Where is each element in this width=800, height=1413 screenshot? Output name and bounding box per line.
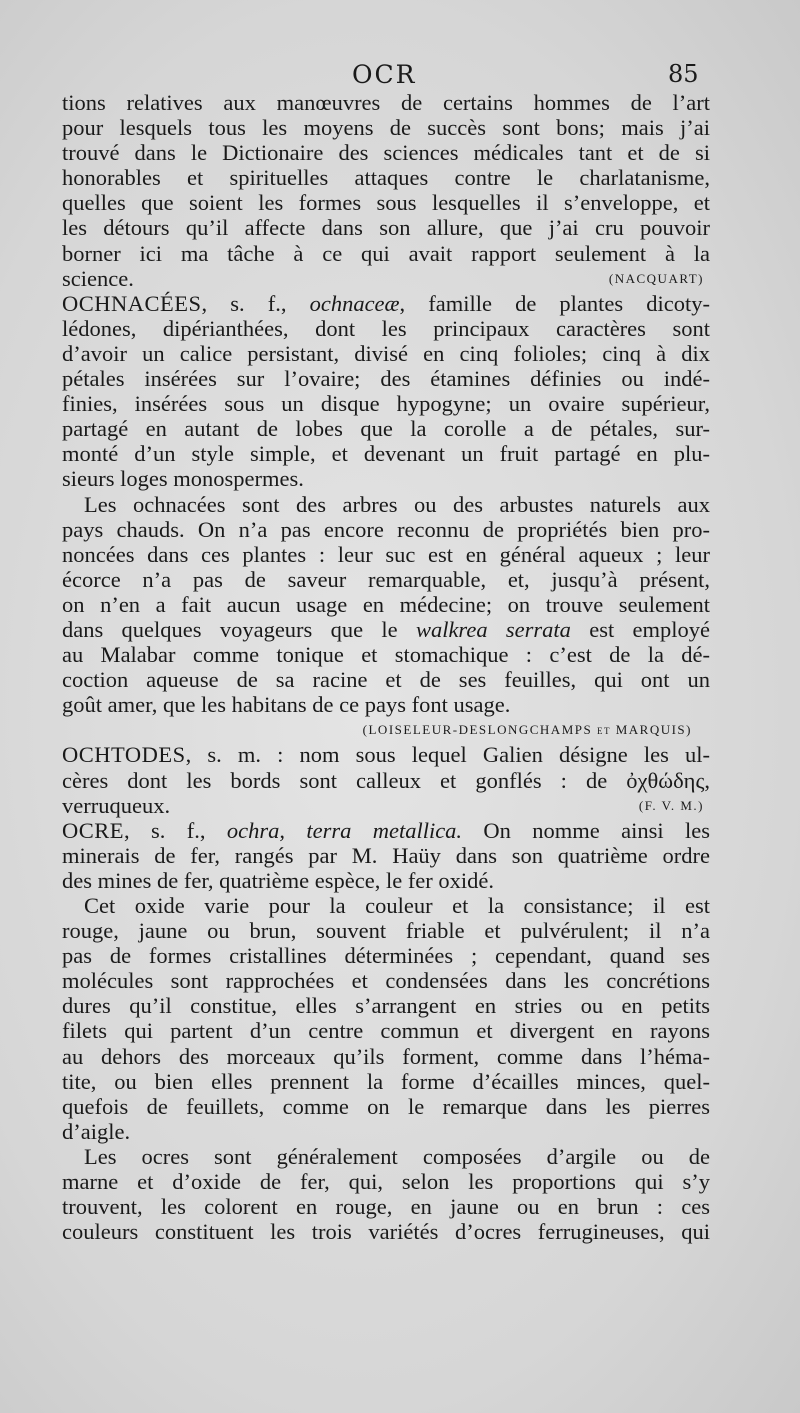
entry-headword: OCHTODES (62, 742, 186, 768)
body-text (62, 90, 710, 1244)
line-text: d’avoir un calice persistant, divisé en cinq folioles; cinq à dix (62, 340, 710, 366)
line-text: rouge, jaune ou brun, souvent friable et pulvérulent; il n’a (62, 918, 710, 944)
line-text: minerais de fer, rangés par M. Haüy dans son quatrième ordre (62, 842, 710, 868)
line-text: goût amer, que les habitans de ce pays font usage. (62, 692, 511, 718)
line-text: au dehors des morceaux qu’ils forment, comme dans l’héma- (62, 1043, 710, 1069)
line-text: borner ici ma tâche à ce qui avait rapport seulement à la (62, 240, 710, 266)
line-text: pétales insérées sur l’ovaire; des étamines définies ou indé- (62, 366, 710, 392)
line-text-continued: On nomme ainsi les (462, 817, 710, 843)
line-text: Les ochnacées sont des arbres ou des arbustes naturels aux (84, 491, 710, 517)
line-text: dures qu’il constitue, elles s’arrangent en stries ou en petits (62, 993, 710, 1019)
italic-term: walkrea serrata (415, 616, 571, 642)
text-line (62, 1194, 710, 1219)
text-line (62, 1094, 710, 1119)
line-text: filets qui partent d’un centre commun et divergent en rayons (62, 1018, 710, 1044)
line-text: sieurs loges monospermes. (62, 466, 304, 492)
text-line (62, 215, 710, 240)
entry-headword: OCHNACÉES (62, 290, 202, 316)
line-text: dans quelques voyageurs que le (62, 616, 416, 642)
text-line (62, 1119, 710, 1144)
page-number: 85 (668, 60, 699, 88)
text-line (62, 1044, 710, 1069)
text-line (62, 868, 710, 893)
text-line (62, 667, 710, 692)
text-line (62, 391, 710, 416)
line-text: , s. f., (201, 290, 310, 316)
dictionary-entry-headword-line (62, 818, 710, 843)
line-text: au Malabar comme tonique et stomachique : c’est de la dé- (62, 642, 710, 668)
line-text: honorables et spirituelles attaques contre le charlatanisme, (62, 165, 710, 191)
line-text: quefois de feuillets, comme on le remarque dans les pierres (62, 1093, 710, 1119)
running-head: OCR (352, 60, 417, 89)
line-text-continued: , famille de plantes dicoty- (399, 290, 711, 316)
author-signature: (F. V. M.) (638, 797, 704, 813)
line-text: quelles que soient les formes sous lesquelles il s’enveloppe, et (62, 190, 710, 216)
text-line (62, 968, 710, 993)
line-text: pas de formes cristallines déterminées ; cependant, quand ses (62, 943, 710, 969)
text-line (62, 1144, 710, 1169)
text-line (62, 1169, 710, 1194)
line-text: lédones, dipérianthées, dont les principaux caractères sont (62, 315, 710, 341)
line-text: finies, insérées sous un disque hypogyne; un ovaire supérieur, (62, 391, 710, 417)
entry-headword: OCRE (62, 817, 125, 843)
text-line (62, 165, 710, 190)
line-text: trouvent, les colorent en rouge, en jaune ou en brun : ces (62, 1194, 710, 1220)
italic-term: ochnaceæ (309, 290, 400, 316)
text-line (62, 517, 710, 542)
line-text: trouvé dans le Dictionaire des sciences médicales tant et de si (62, 140, 710, 166)
line-text: d’aigle. (62, 1118, 131, 1144)
text-line (62, 1018, 710, 1043)
line-text: les détours qu’il affecte dans son allure, que j’ai cru pouvoir (62, 215, 710, 241)
text-line (62, 768, 710, 793)
line-text: coction aqueuse de sa racine et de ses feuilles, qui ont un (62, 667, 710, 693)
italic-term: ochra, terra metallica. (226, 817, 463, 843)
text-line (62, 416, 710, 441)
text-line (62, 466, 710, 491)
text-line (62, 793, 710, 818)
text-line (62, 241, 710, 266)
line-text: , s. f., (124, 817, 227, 843)
text-line (62, 1219, 710, 1244)
text-line (62, 567, 710, 592)
text-line (62, 617, 710, 642)
text-line (62, 893, 710, 918)
line-text: couleurs constituent les trois variétés d’ocres ferrugineuses, qui (62, 1219, 710, 1245)
line-text: Cet oxide varie pour la couleur et la consistance; il est (84, 893, 710, 918)
text-line (62, 492, 710, 517)
line-text: pour lesquels tous les moyens de succès sont bons; mais j’ai (62, 115, 710, 141)
line-text: monté d’un style simple, et devenant un fruit partagé en plu- (62, 441, 710, 467)
line-text: noncées dans ces plantes : leur suc est en général aqueux ; leur (62, 541, 710, 567)
text-line (62, 366, 710, 391)
line-text: verruqueux. (62, 792, 171, 818)
text-line (62, 341, 710, 366)
line-text: pays chauds. On n’a pas encore reconnu de propriétés bien pro- (62, 516, 710, 542)
text-line (62, 642, 710, 667)
text-line (62, 843, 710, 868)
dictionary-entry-headword-line (62, 291, 710, 316)
line-text: Les ocres sont généralement composées d’argile ou de (84, 1143, 710, 1169)
line-text: on n’en a fait aucun usage en médecine; on trouve seulement (62, 591, 710, 617)
text-line (62, 943, 710, 968)
text-line (62, 1069, 710, 1094)
line-text: écorce n’a pas de saveur remarquable, et, jusqu’à présent, (62, 566, 710, 592)
line-text: marne et d’oxide de fer, qui, selon les proportions qui s’y (62, 1169, 710, 1195)
text-line (62, 918, 710, 943)
line-text: des mines de fer, quatrième espèce, le fer oxidé. (62, 867, 495, 893)
text-line (62, 316, 710, 341)
text-line (62, 90, 710, 115)
line-text-continued: est employé (570, 616, 710, 642)
line-text: molécules sont rapprochées et condensées dans les concrétions (62, 968, 710, 994)
dictionary-entry-headword-line (62, 742, 710, 767)
text-line (62, 441, 710, 466)
line-text: , s. m. : nom sous lequel Galien désigne les ul- (185, 742, 710, 768)
text-line (62, 266, 710, 291)
line-text: cères dont les bords sont calleux et gonflés : de ὀχθώδης, (62, 767, 710, 793)
author-signature: (NACQUART) (608, 270, 704, 286)
line-text: partagé en autant de lobes que la corolle a de pétales, sur- (62, 416, 710, 442)
line-text: science. (62, 265, 134, 291)
text-line (62, 140, 710, 165)
text-line (62, 993, 710, 1018)
text-line (62, 115, 710, 140)
text-line (62, 692, 710, 717)
line-text: tite, ou bien elles prennent la forme d’écailles minces, quel- (62, 1068, 710, 1094)
text-line (62, 190, 710, 215)
line-text: tions relatives aux manœuvres de certains hommes de l’art (62, 90, 710, 115)
text-line (62, 717, 710, 742)
text-line (62, 542, 710, 567)
author-signature: (LOISELEUR-DESLONGCHAMPS et MARQUIS) (362, 722, 692, 738)
page-header (0, 58, 800, 92)
text-line (62, 592, 710, 617)
